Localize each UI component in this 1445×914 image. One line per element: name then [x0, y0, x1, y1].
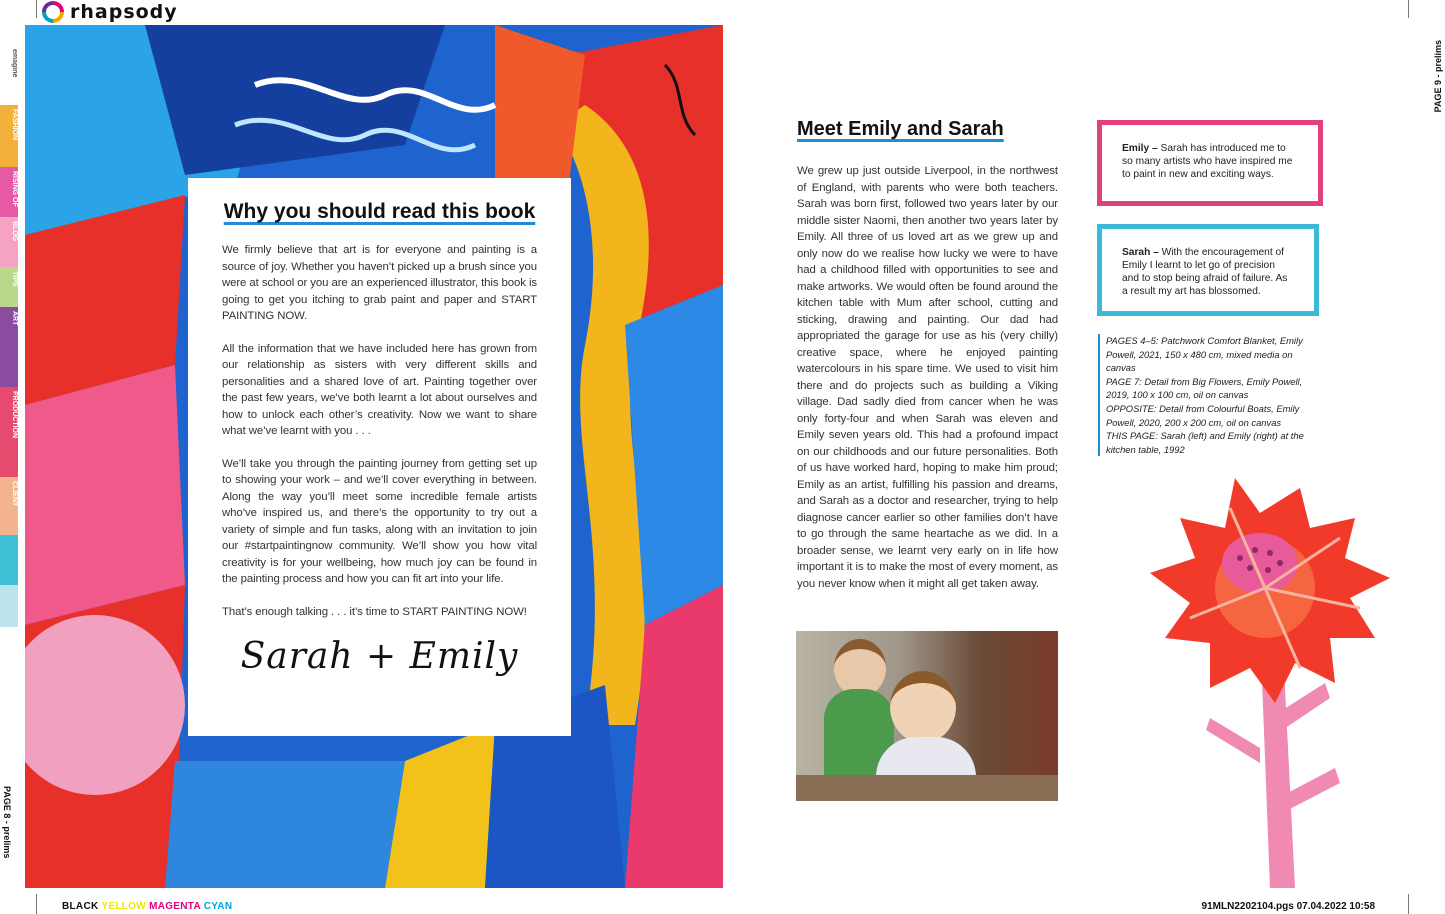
section-tab: BLOG [0, 217, 18, 267]
color-black: BLACK [62, 901, 99, 912]
meet-title: Meet Emily and Sarah [797, 118, 1004, 140]
page-label-left: PAGE 8 - prelims [2, 786, 12, 859]
intro-paragraph-1: We firmly believe that art is for everyone and painting is a source of joy. Whether you haven’t picked up a brush since you were at school or you are an experienced illustrator, this book is going to get you itching to grab paint and paper and START PAINTING NOW. [222, 244, 537, 322]
crop-mark [36, 894, 37, 914]
color-magenta: MAGENTA [149, 901, 201, 912]
intro-title: Why you should read this book [223, 200, 536, 223]
quote-sarah [1097, 224, 1319, 316]
caption-1: PAGES 4–5: Patchwork Comfort Blanket, Emily Powell, 2021, 150 x 480 cm, mixed media on canvas [1106, 335, 1303, 374]
brand-ring-icon [42, 1, 64, 23]
caption-2: PAGE 7: Detail from Big Flowers, Emily Powell, 2019, 100 x 100 cm, oil on canvas [1106, 375, 1303, 401]
caption-4: THIS PAGE: Sarah (left) and Emily (right) at the kitchen table, 1992 [1106, 430, 1304, 455]
quote-emily-text: Sarah has introduced me to so many artists who have inspired me to paint in new and exciting ways. [1122, 143, 1293, 180]
section-tab [0, 535, 18, 585]
brand-logo [42, 0, 178, 24]
caption-3: OPPOSITE: Detail from Colourful Boats, Emily Powell, 2020, 200 x 200 cm, oil on canvas [1106, 402, 1300, 428]
quote-emily-name: Emily – [1122, 143, 1158, 154]
section-tab: CLIENT [0, 477, 18, 535]
quote-sarah-text: With the encouragement of Emily I learnt to let go of precision and to stop being afraid of failure. As a result my art has blossomed. [1122, 247, 1288, 297]
page-label-right: PAGE 9 - prelims [1433, 40, 1443, 113]
intro-paragraph-3: We’ll take you through the painting journey from getting set up to showing your work – and we’ll cover everything in between. Along the way you’ll meet some incredible female artists who’ve inspired us, and there’s the opportunity to try out a variety of simple and fun tasks, along with an invitation to join our #startpaintingnow community. We’ll show you how vital creativity is for your wellbeing, how much joy can be found in the painting process and how you can fit art into your life. [222, 457, 537, 585]
crop-mark [1408, 0, 1409, 18]
quote-sarah-name: Sarah – [1122, 247, 1159, 258]
crop-mark [36, 0, 37, 18]
color-yellow: YELLOW [101, 901, 146, 912]
color-cyan: CYAN [203, 901, 233, 912]
color-registration [62, 901, 232, 912]
section-tab: PRODUCTION [0, 387, 18, 477]
brand-name: rhapsody [70, 1, 178, 23]
story-text: We grew up just outside Liverpool, in the northwest of England, with parents who were both teachers. Sarah was born first, followed two years later by our middle sister Naomi, then another two years later by Emily. All three of us loved art as we grew up and only now do we realise how lucky we were to have had a childhood filled with opportunities to see and make artworks. We would often be found around the kitchen table with Mum after school, cutting and sticking, drawing and painting. Our dad had appropriated the garage for use as his (very chilly) creative space, where he enjoyed painting watercolours in his spare time. We used to visit him there and do projects such as building a Viking village. Dad sadly died from cancer when he was only forty-four and when Sarah was eleven and Emily seven years old. This had a profound impact on our childhoods and our future personalities. Both of us have worked hard, hoping to make him proud; Emily as an artist, fulfilling his passion and dreams, and Sarah as a doctor and researcher, trying to help diagnose cancer earlier so other families don’t have to go through the same heartache as we did. In a broader sense, we learnt very early on in life how important it is to make the most of every moment, as you never know when it might all get taken away. [797, 165, 1058, 590]
section-tab: RISING OF [0, 167, 18, 217]
handwritten-signature: Sarah + Emily [240, 636, 519, 677]
section-tab-strip [0, 45, 18, 657]
section-tab [0, 585, 18, 627]
intro-card [188, 178, 571, 736]
intro-paragraph-4: That’s enough talking . . . it’s time to START PAINTING NOW! [222, 605, 527, 618]
childhood-photo [796, 631, 1058, 801]
file-slug: 91MLN2202104.pgs 07.04.2022 10:58 [1201, 901, 1375, 912]
section-tab: emagine [0, 45, 18, 105]
picture-captions [1098, 334, 1324, 456]
quote-emily [1097, 120, 1323, 206]
photo-table [796, 775, 1058, 801]
section-tab: FASHION [0, 105, 18, 167]
section-tab: ART [0, 307, 18, 387]
section-tab: TIPS [0, 267, 18, 307]
flower-painting [1110, 468, 1410, 888]
crop-mark [1408, 894, 1409, 914]
intro-paragraph-2: All the information that we have included here has grown from our relationship as sisters with very different skills and personalities and a shared love of art. Painting together over the past few years, we’ve both learnt a lot about ourselves and how to unlock each other’s creativity. Now we want to share what we’ve learnt with you . . . [222, 342, 537, 437]
